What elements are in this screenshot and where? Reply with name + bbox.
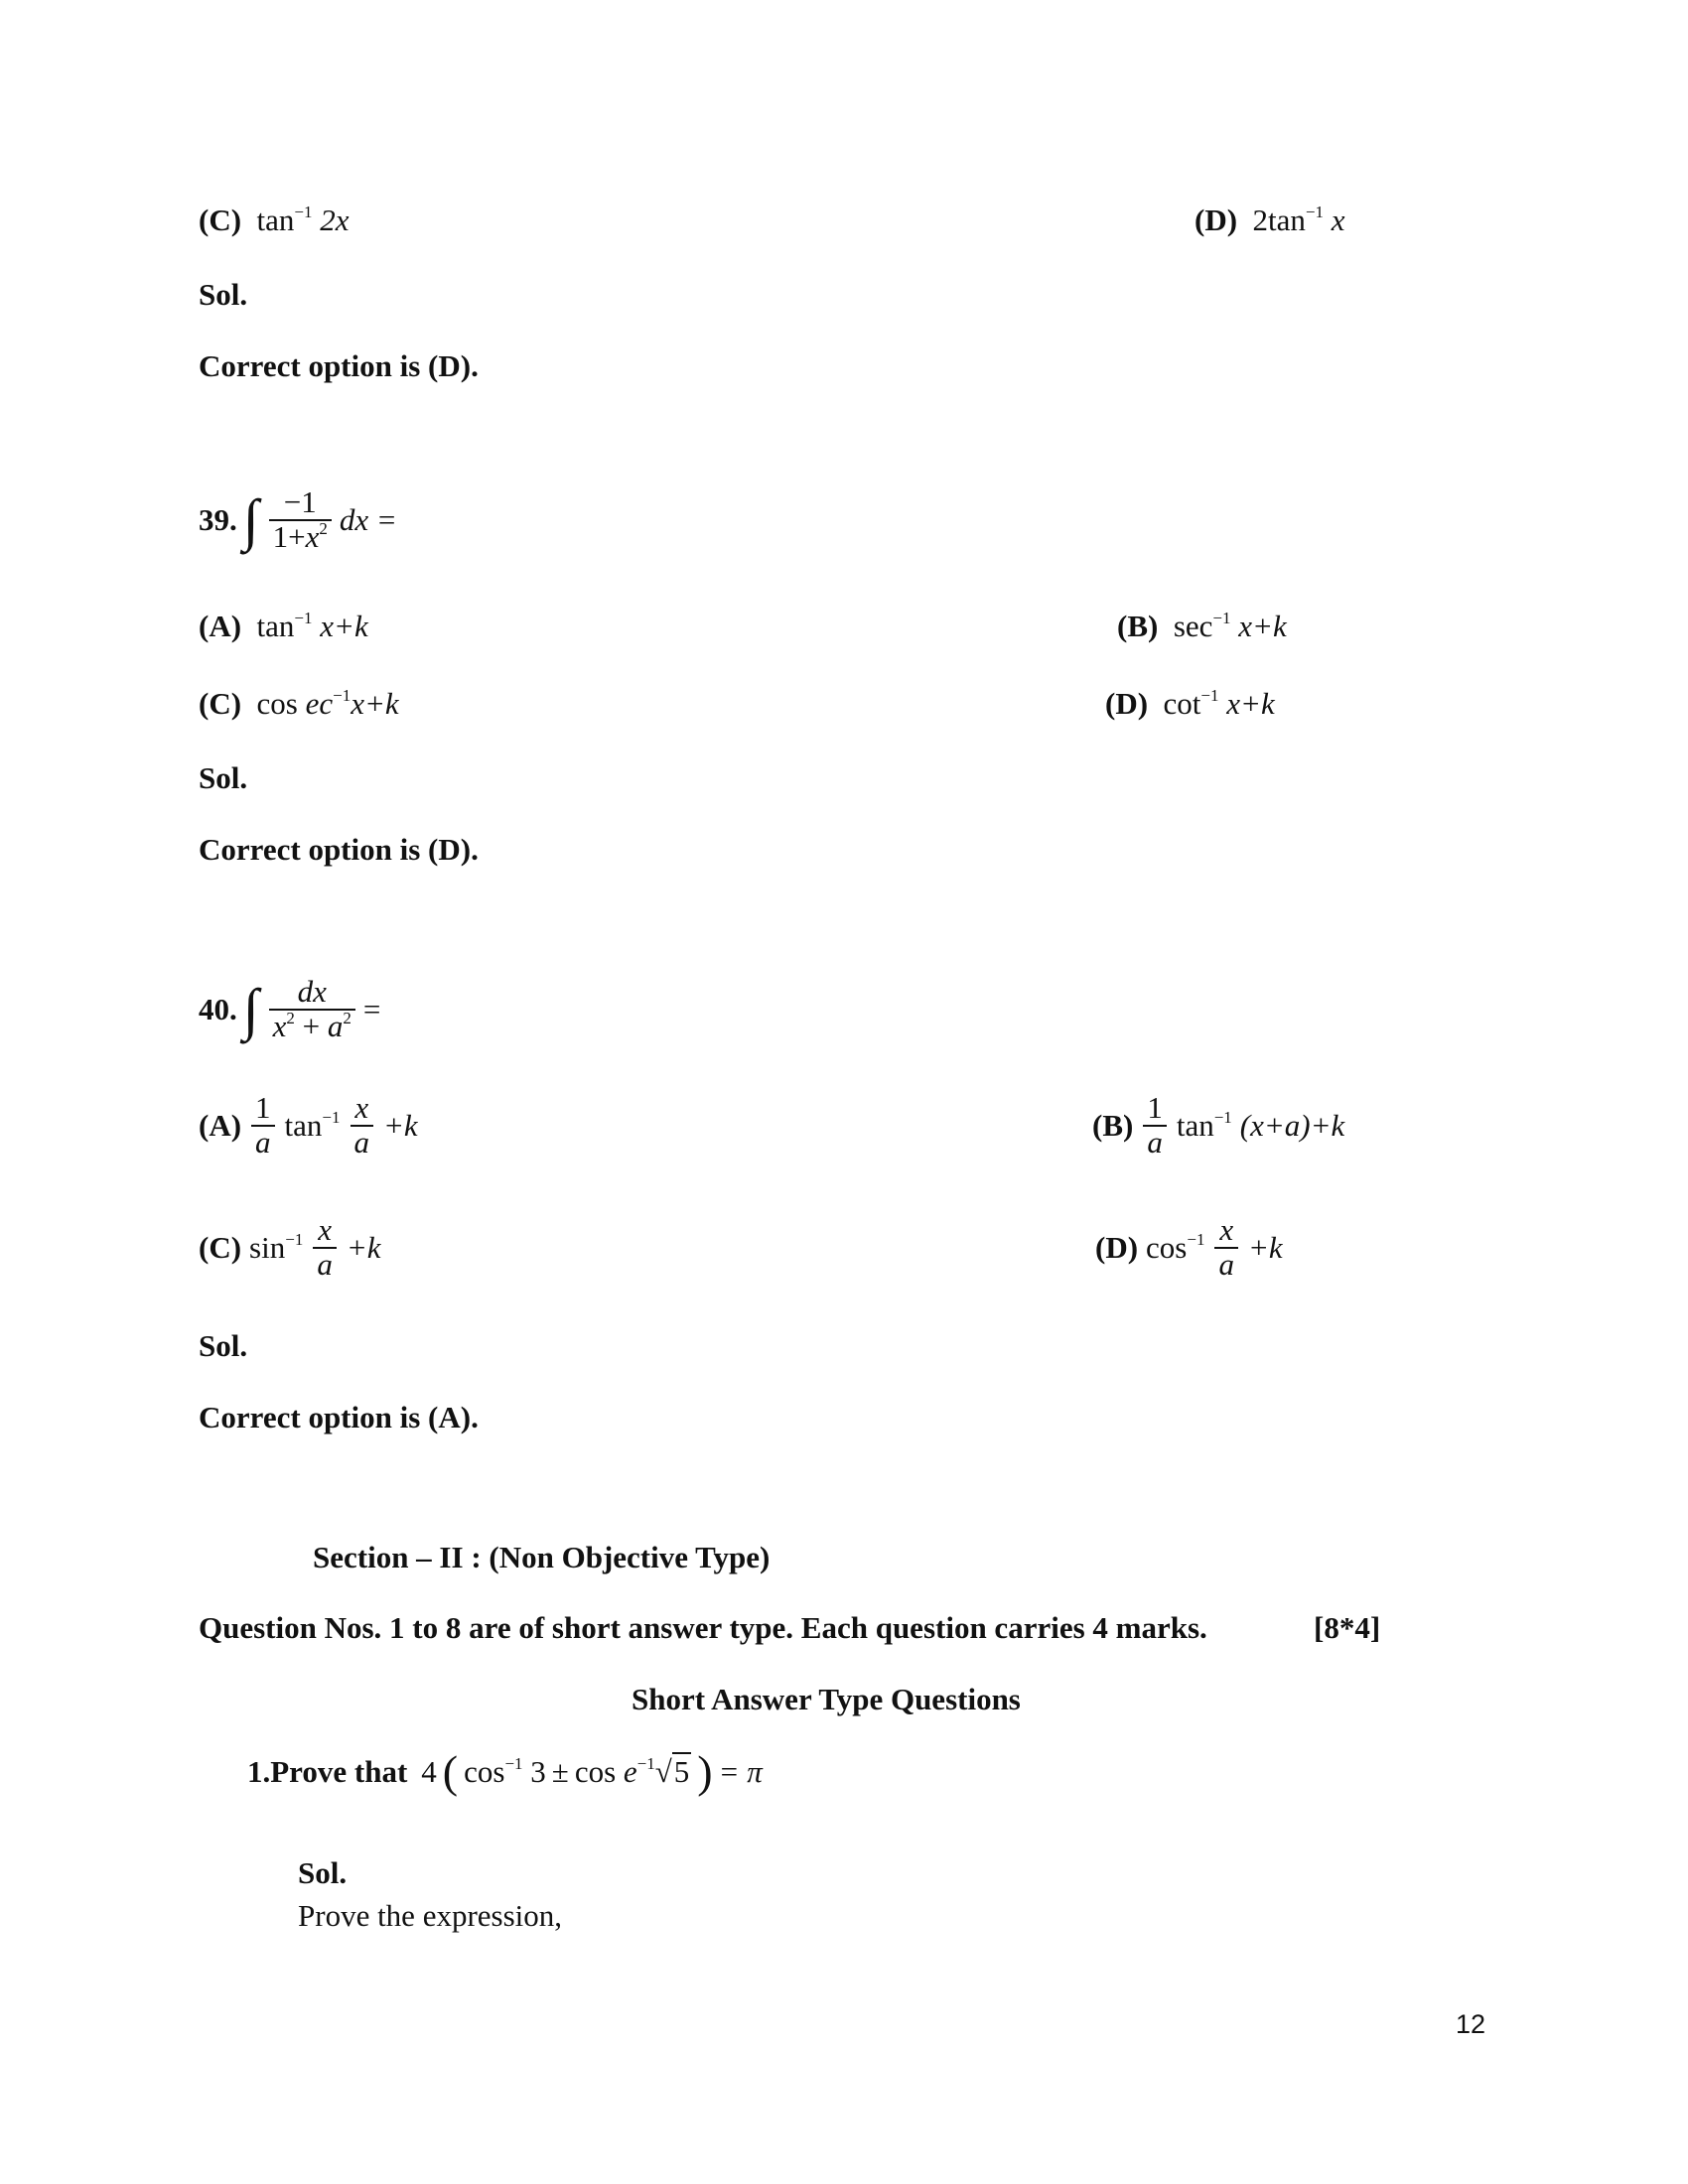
q38-option-d: (D) $2\tan^{-1}$ x [1195,203,1345,237]
short-question-1: 1.Prove that 4 ( $\cos^{-1} 3$ ± $\cos e^{-1}√5$ ) = π [247,1746,763,1797]
q39-question: 39. ∫ $\frac{-1}{1+x^2}$ dx = [199,484,397,554]
section-subheading: Short Answer Type Questions [632,1682,1021,1716]
q40-question: 40. ∫ $\frac{dx}{x^2 + a^2}$ = [199,974,381,1043]
q39-sol-label: Sol. [199,760,248,795]
sq1-sol-label: Sol. [298,1855,348,1890]
q38-option-c: (C) $\tan^{-1} 2x$ [199,203,350,237]
q40-answer: Correct option is (A). [199,1400,479,1434]
sq1-text: Prove the expression, [298,1898,563,1933]
q40-option-b: (B) $\frac{1}{a}$ $\tan^{-1}$ (x+a)+k [1092,1090,1345,1160]
q39-option-b: (B) $\sec^{-1} x+k$ [1117,609,1287,643]
section-instruction: Question Nos. 1 to 8 are of short answer type. Each question carries 4 marks. [199,1610,1207,1645]
q39-answer: Correct option is (D). [199,832,479,867]
sq1-prefix: 1.Prove that [247,1754,408,1790]
q39-option-d: (D) $\cot^{-1} x+k$ [1105,686,1275,721]
q40-number: 40. [199,991,237,1026]
q38-answer: Correct option is (D). [199,348,479,383]
integral-symbol: ∫ [242,976,259,1041]
section-marks: [8*4] [1314,1610,1381,1645]
q40-option-d: (D) $\cos^{-1}$ $\frac{x}{a}$ +k [1095,1212,1283,1282]
page-number: 12 [1456,2009,1486,2039]
q39-option-c: (C) $\cos ec^{-1}x+k$ [199,686,399,721]
integral-symbol: ∫ [242,486,259,552]
q39-number: 39. [199,501,237,537]
q40-fraction: $\frac{dx}{x^2 + a^2}$ [269,976,355,1042]
q38-sol-label: Sol. [199,277,248,312]
q39-option-a: (A) $\tan^{-1} x+k$ [199,609,368,643]
q39-fraction: $\frac{-1}{1+x^2}$ [269,486,332,553]
section-heading: Section – II : (Non Objective Type) [313,1540,771,1574]
q40-option-a: (A) $\frac{1}{a}$ $\tan^{-1}$ $\frac{x}{a}$ +k [199,1090,418,1160]
q40-option-c: (C) $\sin^{-1}$ $\frac{x}{a}$ +k [199,1212,381,1282]
q40-sol-label: Sol. [199,1328,248,1363]
